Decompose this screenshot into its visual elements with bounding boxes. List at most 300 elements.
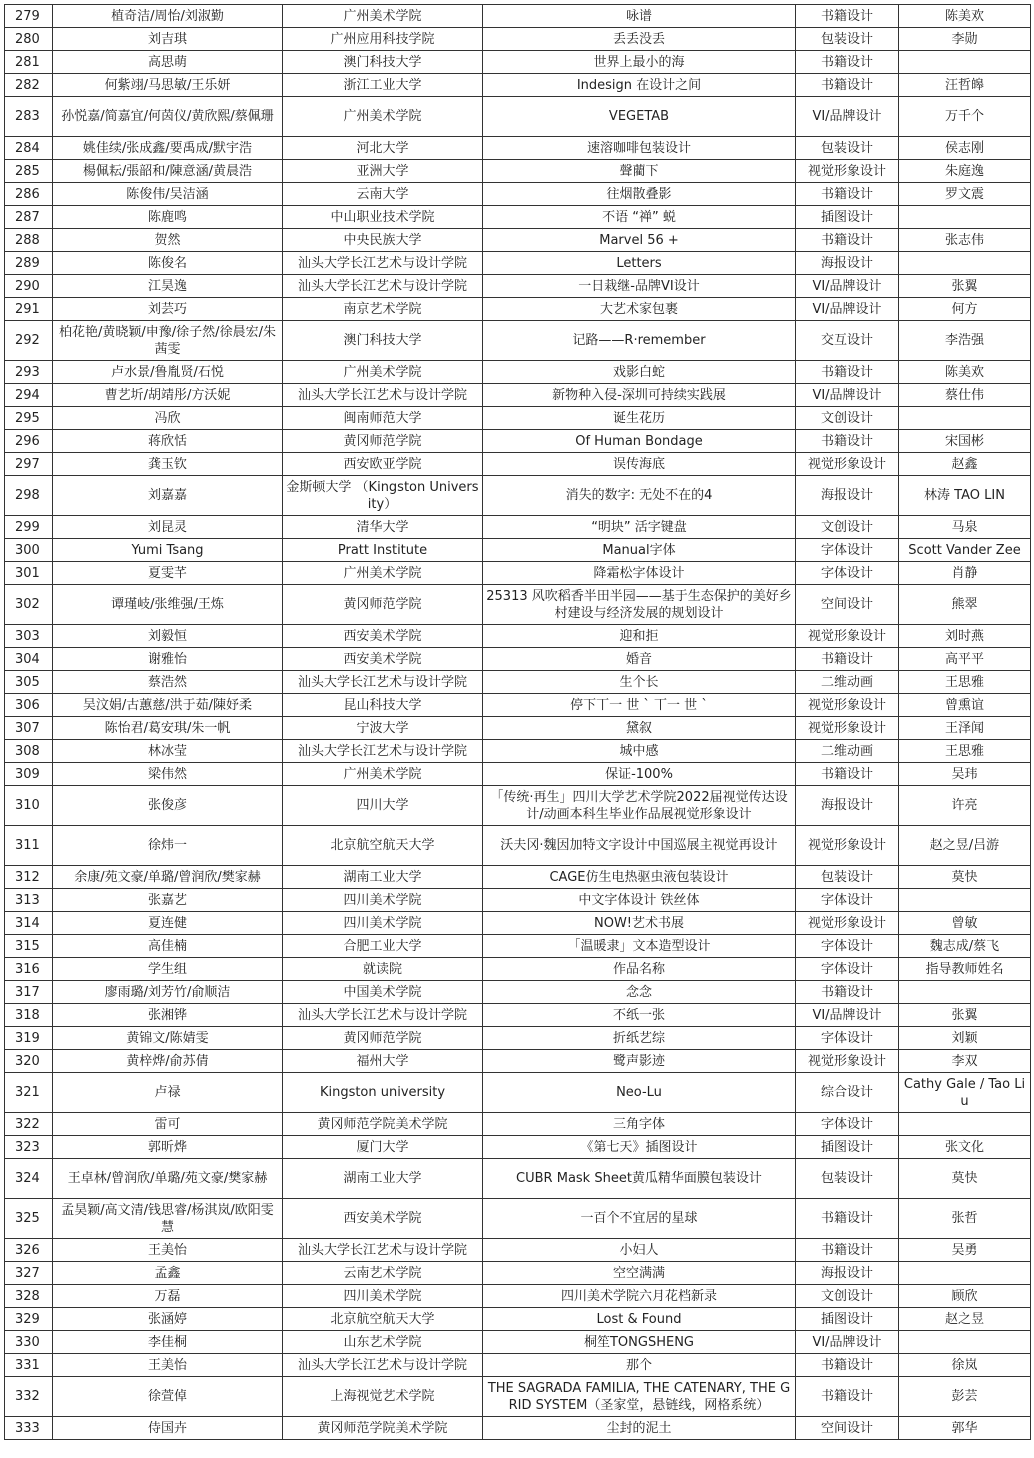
cell-category: 字体设计 xyxy=(796,1113,899,1136)
cell-authors: 梁伟然 xyxy=(53,763,283,786)
cell-authors: 刘芸巧 xyxy=(53,298,283,321)
cell-teacher: 莫快 xyxy=(899,1159,1031,1199)
cell-number: 328 xyxy=(5,1285,53,1308)
cell-authors: 陈鹿鸣 xyxy=(53,206,283,229)
cell-school: 宁波大学 xyxy=(283,717,483,740)
table-row xyxy=(5,1050,1031,1073)
cell-teacher: 侯志刚 xyxy=(899,137,1031,160)
table-row xyxy=(5,1136,1031,1159)
cell-school: 南京艺术学院 xyxy=(283,298,483,321)
cell-category: 字体设计 xyxy=(796,958,899,981)
cell-work-title: 作品名称 xyxy=(483,958,796,981)
cell-teacher xyxy=(899,1331,1031,1354)
cell-work-title: 世界上最小的海 xyxy=(483,51,796,74)
table-row xyxy=(5,585,1031,625)
cell-work-title: 丢丢没丢 xyxy=(483,28,796,51)
cell-number: 284 xyxy=(5,137,53,160)
cell-teacher: 罗文震 xyxy=(899,183,1031,206)
table-row xyxy=(5,5,1031,28)
cell-school: 汕头大学长江艺术与设计学院 xyxy=(283,671,483,694)
cell-school: 北京航空航天大学 xyxy=(283,826,483,866)
cell-work-title: 迎和拒 xyxy=(483,625,796,648)
cell-school: Pratt Institute xyxy=(283,539,483,562)
cell-authors: 卢水景/鲁胤贤/石悦 xyxy=(53,361,283,384)
cell-number: 323 xyxy=(5,1136,53,1159)
cell-work-title: CUBR Mask Sheet黄瓜精华面膜包装设计 xyxy=(483,1159,796,1199)
cell-authors: 黄梓烨/俞苏倩 xyxy=(53,1050,283,1073)
cell-category: 书籍设计 xyxy=(796,51,899,74)
cell-school: 闽南师范大学 xyxy=(283,407,483,430)
cell-category: VI/品牌设计 xyxy=(796,298,899,321)
cell-school: 山东艺术学院 xyxy=(283,1331,483,1354)
cell-school: 云南大学 xyxy=(283,183,483,206)
cell-authors: 黄锦文/陈婧雯 xyxy=(53,1027,283,1050)
cell-teacher: 彭芸 xyxy=(899,1377,1031,1417)
cell-work-title: 误传海底 xyxy=(483,453,796,476)
cell-number: 295 xyxy=(5,407,53,430)
cell-number: 296 xyxy=(5,430,53,453)
cell-school: 澳门科技大学 xyxy=(283,51,483,74)
cell-category: 书籍设计 xyxy=(796,763,899,786)
cell-number: 280 xyxy=(5,28,53,51)
cell-teacher xyxy=(899,407,1031,430)
cell-category: 包装设计 xyxy=(796,1159,899,1199)
cell-category: 视觉形象设计 xyxy=(796,694,899,717)
cell-teacher: 肖静 xyxy=(899,562,1031,585)
cell-category: 书籍设计 xyxy=(796,1239,899,1262)
table-row xyxy=(5,407,1031,430)
cell-work-title: 沃夫冈·魏因加特文字设计中国巡展主视觉再设计 xyxy=(483,826,796,866)
table-row xyxy=(5,763,1031,786)
cell-category: 文创设计 xyxy=(796,516,899,539)
table-row xyxy=(5,97,1031,137)
cell-category: VI/品牌设计 xyxy=(796,384,899,407)
cell-category: 书籍设计 xyxy=(796,981,899,1004)
cell-work-title: 保证-100% xyxy=(483,763,796,786)
cell-category: 书籍设计 xyxy=(796,648,899,671)
cell-school: 湖南工业大学 xyxy=(283,866,483,889)
cell-work-title: Indesign 在设计之间 xyxy=(483,74,796,97)
cell-school: 汕头大学长江艺术与设计学院 xyxy=(283,384,483,407)
cell-authors: 刘吉琪 xyxy=(53,28,283,51)
cell-teacher: 赵之昱/吕游 xyxy=(899,826,1031,866)
cell-school: 西安美术学院 xyxy=(283,648,483,671)
cell-number: 330 xyxy=(5,1331,53,1354)
cell-work-title: “明块” 活字键盘 xyxy=(483,516,796,539)
cell-number: 320 xyxy=(5,1050,53,1073)
cell-work-title: 一日栽继-品牌VI设计 xyxy=(483,275,796,298)
cell-school: 福州大学 xyxy=(283,1050,483,1073)
cell-authors: 卢禄 xyxy=(53,1073,283,1113)
table-row xyxy=(5,453,1031,476)
table-row xyxy=(5,694,1031,717)
cell-category: 视觉形象设计 xyxy=(796,1050,899,1073)
table-row xyxy=(5,958,1031,981)
cell-authors: 学生组 xyxy=(53,958,283,981)
cell-number: 313 xyxy=(5,889,53,912)
cell-school: 汕头大学长江艺术与设计学院 xyxy=(283,1004,483,1027)
award-list-body xyxy=(5,5,1031,1440)
cell-authors: 贺然 xyxy=(53,229,283,252)
cell-work-title: NOW!艺术书展 xyxy=(483,912,796,935)
cell-number: 282 xyxy=(5,74,53,97)
cell-work-title: 黛叙 xyxy=(483,717,796,740)
cell-school: 中央民族大学 xyxy=(283,229,483,252)
cell-work-title: 四川美术学院六月花档新录 xyxy=(483,1285,796,1308)
cell-number: 288 xyxy=(5,229,53,252)
table-row xyxy=(5,786,1031,826)
cell-teacher: 林涛 TAO LIN xyxy=(899,476,1031,516)
cell-teacher: 张文化 xyxy=(899,1136,1031,1159)
cell-school: 汕头大学长江艺术与设计学院 xyxy=(283,1239,483,1262)
cell-teacher: 刘颖 xyxy=(899,1027,1031,1050)
cell-school: 中山职业技术学院 xyxy=(283,206,483,229)
table-row xyxy=(5,717,1031,740)
cell-school: 金斯顿大学 （Kingston University） xyxy=(283,476,483,516)
cell-number: 281 xyxy=(5,51,53,74)
cell-category: 书籍设计 xyxy=(796,74,899,97)
cell-authors: 万磊 xyxy=(53,1285,283,1308)
cell-category: 包装设计 xyxy=(796,866,899,889)
cell-work-title: 咏谱 xyxy=(483,5,796,28)
cell-number: 321 xyxy=(5,1073,53,1113)
cell-category: VI/品牌设计 xyxy=(796,1004,899,1027)
cell-school: 广州美术学院 xyxy=(283,5,483,28)
table-row xyxy=(5,206,1031,229)
table-row xyxy=(5,539,1031,562)
cell-number: 292 xyxy=(5,321,53,361)
cell-number: 324 xyxy=(5,1159,53,1199)
cell-category: 二维动画 xyxy=(796,671,899,694)
cell-school: 汕头大学长江艺术与设计学院 xyxy=(283,252,483,275)
cell-school: 四川大学 xyxy=(283,786,483,826)
cell-school: 黄冈师范学院 xyxy=(283,1027,483,1050)
cell-authors: 蔡浩然 xyxy=(53,671,283,694)
cell-work-title: 新物种入侵-深圳可持续实践展 xyxy=(483,384,796,407)
cell-work-title: 「传统·再生」四川大学艺术学院2022届视觉传达设计/动画本科生毕业作品展视觉形象设计 xyxy=(483,786,796,826)
cell-teacher: 张哲 xyxy=(899,1199,1031,1239)
cell-authors: 张俊彦 xyxy=(53,786,283,826)
cell-school: 西安美术学院 xyxy=(283,1199,483,1239)
cell-school: 黄冈师范学院美术学院 xyxy=(283,1417,483,1440)
cell-category: 视觉形象设计 xyxy=(796,453,899,476)
cell-work-title: Marvel 56 + xyxy=(483,229,796,252)
cell-teacher: 高平平 xyxy=(899,648,1031,671)
cell-work-title: 「温暖隶」文本造型设计 xyxy=(483,935,796,958)
cell-number: 312 xyxy=(5,866,53,889)
cell-authors: 刘昆灵 xyxy=(53,516,283,539)
table-row xyxy=(5,671,1031,694)
cell-authors: Yumi Tsang xyxy=(53,539,283,562)
cell-school: 四川美术学院 xyxy=(283,912,483,935)
cell-number: 310 xyxy=(5,786,53,826)
cell-authors: 余康/苑文豪/单璐/曾润欣/樊家赫 xyxy=(53,866,283,889)
cell-category: 书籍设计 xyxy=(796,5,899,28)
cell-teacher xyxy=(899,1262,1031,1285)
cell-authors: 谢雅怡 xyxy=(53,648,283,671)
cell-category: 书籍设计 xyxy=(796,1354,899,1377)
cell-work-title: 大艺术家包裹 xyxy=(483,298,796,321)
cell-category: 书籍设计 xyxy=(796,1199,899,1239)
cell-number: 294 xyxy=(5,384,53,407)
cell-school: 湖南工业大学 xyxy=(283,1159,483,1199)
cell-work-title: 生个长 xyxy=(483,671,796,694)
cell-school: 西安美术学院 xyxy=(283,625,483,648)
cell-number: 289 xyxy=(5,252,53,275)
table-row xyxy=(5,74,1031,97)
cell-school: 云南艺术学院 xyxy=(283,1262,483,1285)
cell-category: 书籍设计 xyxy=(796,1377,899,1417)
cell-number: 316 xyxy=(5,958,53,981)
cell-work-title: THE SAGRADA FAMILIA, THE CATENARY, THE GRID SYSTEM（圣家堂，悬链线，网格系统） xyxy=(483,1377,796,1417)
cell-teacher: 何方 xyxy=(899,298,1031,321)
table-row xyxy=(5,1199,1031,1239)
cell-number: 318 xyxy=(5,1004,53,1027)
cell-school: 广州美术学院 xyxy=(283,562,483,585)
cell-authors: 徐萱倬 xyxy=(53,1377,283,1417)
cell-teacher: 徐岚 xyxy=(899,1354,1031,1377)
cell-category: 二维动画 xyxy=(796,740,899,763)
cell-number: 329 xyxy=(5,1308,53,1331)
cell-category: 包装设计 xyxy=(796,137,899,160)
cell-teacher: 许亮 xyxy=(899,786,1031,826)
cell-number: 302 xyxy=(5,585,53,625)
cell-number: 301 xyxy=(5,562,53,585)
cell-school: 西安欧亚学院 xyxy=(283,453,483,476)
cell-school: 黄冈师范学院美术学院 xyxy=(283,1113,483,1136)
table-row xyxy=(5,298,1031,321)
table-row xyxy=(5,384,1031,407)
cell-authors: 孟鑫 xyxy=(53,1262,283,1285)
table-row xyxy=(5,160,1031,183)
cell-category: 文创设计 xyxy=(796,1285,899,1308)
table-row xyxy=(5,912,1031,935)
cell-teacher: 李浩强 xyxy=(899,321,1031,361)
cell-work-title: 折纸艺综 xyxy=(483,1027,796,1050)
cell-number: 319 xyxy=(5,1027,53,1050)
cell-category: 书籍设计 xyxy=(796,430,899,453)
table-row xyxy=(5,1004,1031,1027)
cell-teacher xyxy=(899,252,1031,275)
cell-category: 海报设计 xyxy=(796,786,899,826)
table-row xyxy=(5,866,1031,889)
table-row xyxy=(5,935,1031,958)
cell-work-title: 念念 xyxy=(483,981,796,1004)
cell-authors: 高佳楠 xyxy=(53,935,283,958)
cell-category: 视觉形象设计 xyxy=(796,625,899,648)
table-row xyxy=(5,361,1031,384)
table-row xyxy=(5,648,1031,671)
cell-work-title: 鹭声影迹 xyxy=(483,1050,796,1073)
cell-number: 299 xyxy=(5,516,53,539)
cell-teacher: 王思雅 xyxy=(899,671,1031,694)
cell-teacher: 曾熏谊 xyxy=(899,694,1031,717)
cell-number: 298 xyxy=(5,476,53,516)
table-row xyxy=(5,137,1031,160)
cell-teacher: 宋国彬 xyxy=(899,430,1031,453)
table-row xyxy=(5,1027,1031,1050)
cell-teacher: 马泉 xyxy=(899,516,1031,539)
cell-work-title: 中文字体设计 铁丝体 xyxy=(483,889,796,912)
cell-school: 就读院 xyxy=(283,958,483,981)
cell-number: 290 xyxy=(5,275,53,298)
cell-authors: 雷可 xyxy=(53,1113,283,1136)
cell-category: 海报设计 xyxy=(796,1262,899,1285)
cell-work-title: 停下丅一 世 ` 丅一 世 ` xyxy=(483,694,796,717)
table-row xyxy=(5,229,1031,252)
cell-teacher xyxy=(899,51,1031,74)
cell-teacher: 莫快 xyxy=(899,866,1031,889)
cell-authors: 陈怡君/葛安琪/朱一帆 xyxy=(53,717,283,740)
table-row xyxy=(5,1159,1031,1199)
cell-category: 书籍设计 xyxy=(796,183,899,206)
cell-category: 字体设计 xyxy=(796,1027,899,1050)
cell-category: 海报设计 xyxy=(796,476,899,516)
cell-number: 332 xyxy=(5,1377,53,1417)
cell-number: 326 xyxy=(5,1239,53,1262)
cell-authors: 李佳桐 xyxy=(53,1331,283,1354)
table-row xyxy=(5,1262,1031,1285)
cell-teacher xyxy=(899,981,1031,1004)
cell-authors: 夏雯芊 xyxy=(53,562,283,585)
cell-teacher: 顾欣 xyxy=(899,1285,1031,1308)
cell-authors: 陈俊伟/吴洁涵 xyxy=(53,183,283,206)
cell-teacher: 郭华 xyxy=(899,1417,1031,1440)
cell-school: 广州应用科技学院 xyxy=(283,28,483,51)
cell-number: 287 xyxy=(5,206,53,229)
table-row xyxy=(5,275,1031,298)
cell-work-title: Lost & Found xyxy=(483,1308,796,1331)
table-row xyxy=(5,740,1031,763)
cell-category: 字体设计 xyxy=(796,889,899,912)
cell-authors: 王美怡 xyxy=(53,1239,283,1262)
cell-school: 广州美术学院 xyxy=(283,97,483,137)
award-list-table xyxy=(4,4,1031,1440)
cell-authors: 侍国卉 xyxy=(53,1417,283,1440)
cell-authors: 张涵婷 xyxy=(53,1308,283,1331)
cell-teacher xyxy=(899,1113,1031,1136)
cell-work-title: 婚音 xyxy=(483,648,796,671)
cell-teacher: 吴勇 xyxy=(899,1239,1031,1262)
table-row xyxy=(5,51,1031,74)
cell-authors: 徐炜一 xyxy=(53,826,283,866)
cell-category: 海报设计 xyxy=(796,252,899,275)
cell-category: 字体设计 xyxy=(796,539,899,562)
cell-authors: 姚佳续/张成鑫/要禹成/默宇浩 xyxy=(53,137,283,160)
cell-authors: 孟昊颖/高文清/钱思睿/杨淇岚/欧阳雯慧 xyxy=(53,1199,283,1239)
cell-number: 286 xyxy=(5,183,53,206)
cell-teacher: 王思雅 xyxy=(899,740,1031,763)
cell-teacher: Cathy Gale / Tao Liu xyxy=(899,1073,1031,1113)
cell-authors: 林冰莹 xyxy=(53,740,283,763)
cell-number: 327 xyxy=(5,1262,53,1285)
cell-authors: 夏连健 xyxy=(53,912,283,935)
cell-work-title: 戏影白蛇 xyxy=(483,361,796,384)
cell-number: 331 xyxy=(5,1354,53,1377)
cell-teacher: 张翼 xyxy=(899,275,1031,298)
cell-number: 309 xyxy=(5,763,53,786)
cell-authors: 柏花艳/黄晓颖/申豫/徐子然/徐晨宏/朱茜雯 xyxy=(53,321,283,361)
cell-teacher: 刘时燕 xyxy=(899,625,1031,648)
table-row xyxy=(5,1285,1031,1308)
table-row xyxy=(5,28,1031,51)
cell-category: 文创设计 xyxy=(796,407,899,430)
cell-work-title: CAGE仿生电热驱虫液包装设计 xyxy=(483,866,796,889)
cell-school: 中国美术学院 xyxy=(283,981,483,1004)
table-row xyxy=(5,562,1031,585)
cell-work-title: 消失的数字: 无处不在的4 xyxy=(483,476,796,516)
cell-number: 291 xyxy=(5,298,53,321)
cell-work-title: 不语 “禅” 蜕 xyxy=(483,206,796,229)
cell-school: 澳门科技大学 xyxy=(283,321,483,361)
cell-school: 浙江工业大学 xyxy=(283,74,483,97)
cell-category: 字体设计 xyxy=(796,562,899,585)
cell-work-title: 尘封的泥土 xyxy=(483,1417,796,1440)
cell-number: 279 xyxy=(5,5,53,28)
cell-number: 297 xyxy=(5,453,53,476)
table-row xyxy=(5,430,1031,453)
cell-work-title: 速溶咖啡包装设计 xyxy=(483,137,796,160)
cell-number: 311 xyxy=(5,826,53,866)
cell-category: 插图设计 xyxy=(796,206,899,229)
cell-teacher xyxy=(899,889,1031,912)
cell-work-title: Manual字体 xyxy=(483,539,796,562)
cell-teacher: 王泽闻 xyxy=(899,717,1031,740)
cell-school: 上海视觉艺术学院 xyxy=(283,1377,483,1417)
cell-number: 303 xyxy=(5,625,53,648)
cell-number: 315 xyxy=(5,935,53,958)
cell-school: Kingston university xyxy=(283,1073,483,1113)
table-row xyxy=(5,1331,1031,1354)
cell-authors: 廖雨璐/刘芳竹/俞顺洁 xyxy=(53,981,283,1004)
cell-authors: 高思萌 xyxy=(53,51,283,74)
cell-school: 汕头大学长江艺术与设计学院 xyxy=(283,1354,483,1377)
cell-work-title: 诞生花历 xyxy=(483,407,796,430)
cell-category: 书籍设计 xyxy=(796,229,899,252)
cell-category: 空间设计 xyxy=(796,585,899,625)
cell-school: 四川美术学院 xyxy=(283,1285,483,1308)
cell-category: 插图设计 xyxy=(796,1136,899,1159)
cell-school: 亚洲大学 xyxy=(283,160,483,183)
cell-work-title: 聲藺下 xyxy=(483,160,796,183)
cell-authors: 江昊逸 xyxy=(53,275,283,298)
cell-work-title: Of Human Bondage xyxy=(483,430,796,453)
cell-category: 插图设计 xyxy=(796,1308,899,1331)
cell-work-title: 小妇人 xyxy=(483,1239,796,1262)
cell-authors: 植奇洁/周怡/刘淑勤 xyxy=(53,5,283,28)
cell-number: 317 xyxy=(5,981,53,1004)
cell-category: VI/品牌设计 xyxy=(796,275,899,298)
cell-school: 黄冈师范学院 xyxy=(283,430,483,453)
cell-number: 307 xyxy=(5,717,53,740)
table-row xyxy=(5,981,1031,1004)
cell-school: 汕头大学长江艺术与设计学院 xyxy=(283,275,483,298)
cell-teacher: 赵之昱 xyxy=(899,1308,1031,1331)
cell-school: 清华大学 xyxy=(283,516,483,539)
cell-school: 广州美术学院 xyxy=(283,763,483,786)
cell-teacher: 汪哲皞 xyxy=(899,74,1031,97)
cell-teacher: 吴玮 xyxy=(899,763,1031,786)
cell-category: 书籍设计 xyxy=(796,361,899,384)
cell-work-title: 那个 xyxy=(483,1354,796,1377)
cell-teacher: 曾敏 xyxy=(899,912,1031,935)
cell-category: 交互设计 xyxy=(796,321,899,361)
cell-category: 综合设计 xyxy=(796,1073,899,1113)
table-row xyxy=(5,1308,1031,1331)
cell-category: 视觉形象设计 xyxy=(796,912,899,935)
cell-work-title: 三角字体 xyxy=(483,1113,796,1136)
cell-authors: 楊佩耘/張韶和/陳意涵/黄晨浩 xyxy=(53,160,283,183)
